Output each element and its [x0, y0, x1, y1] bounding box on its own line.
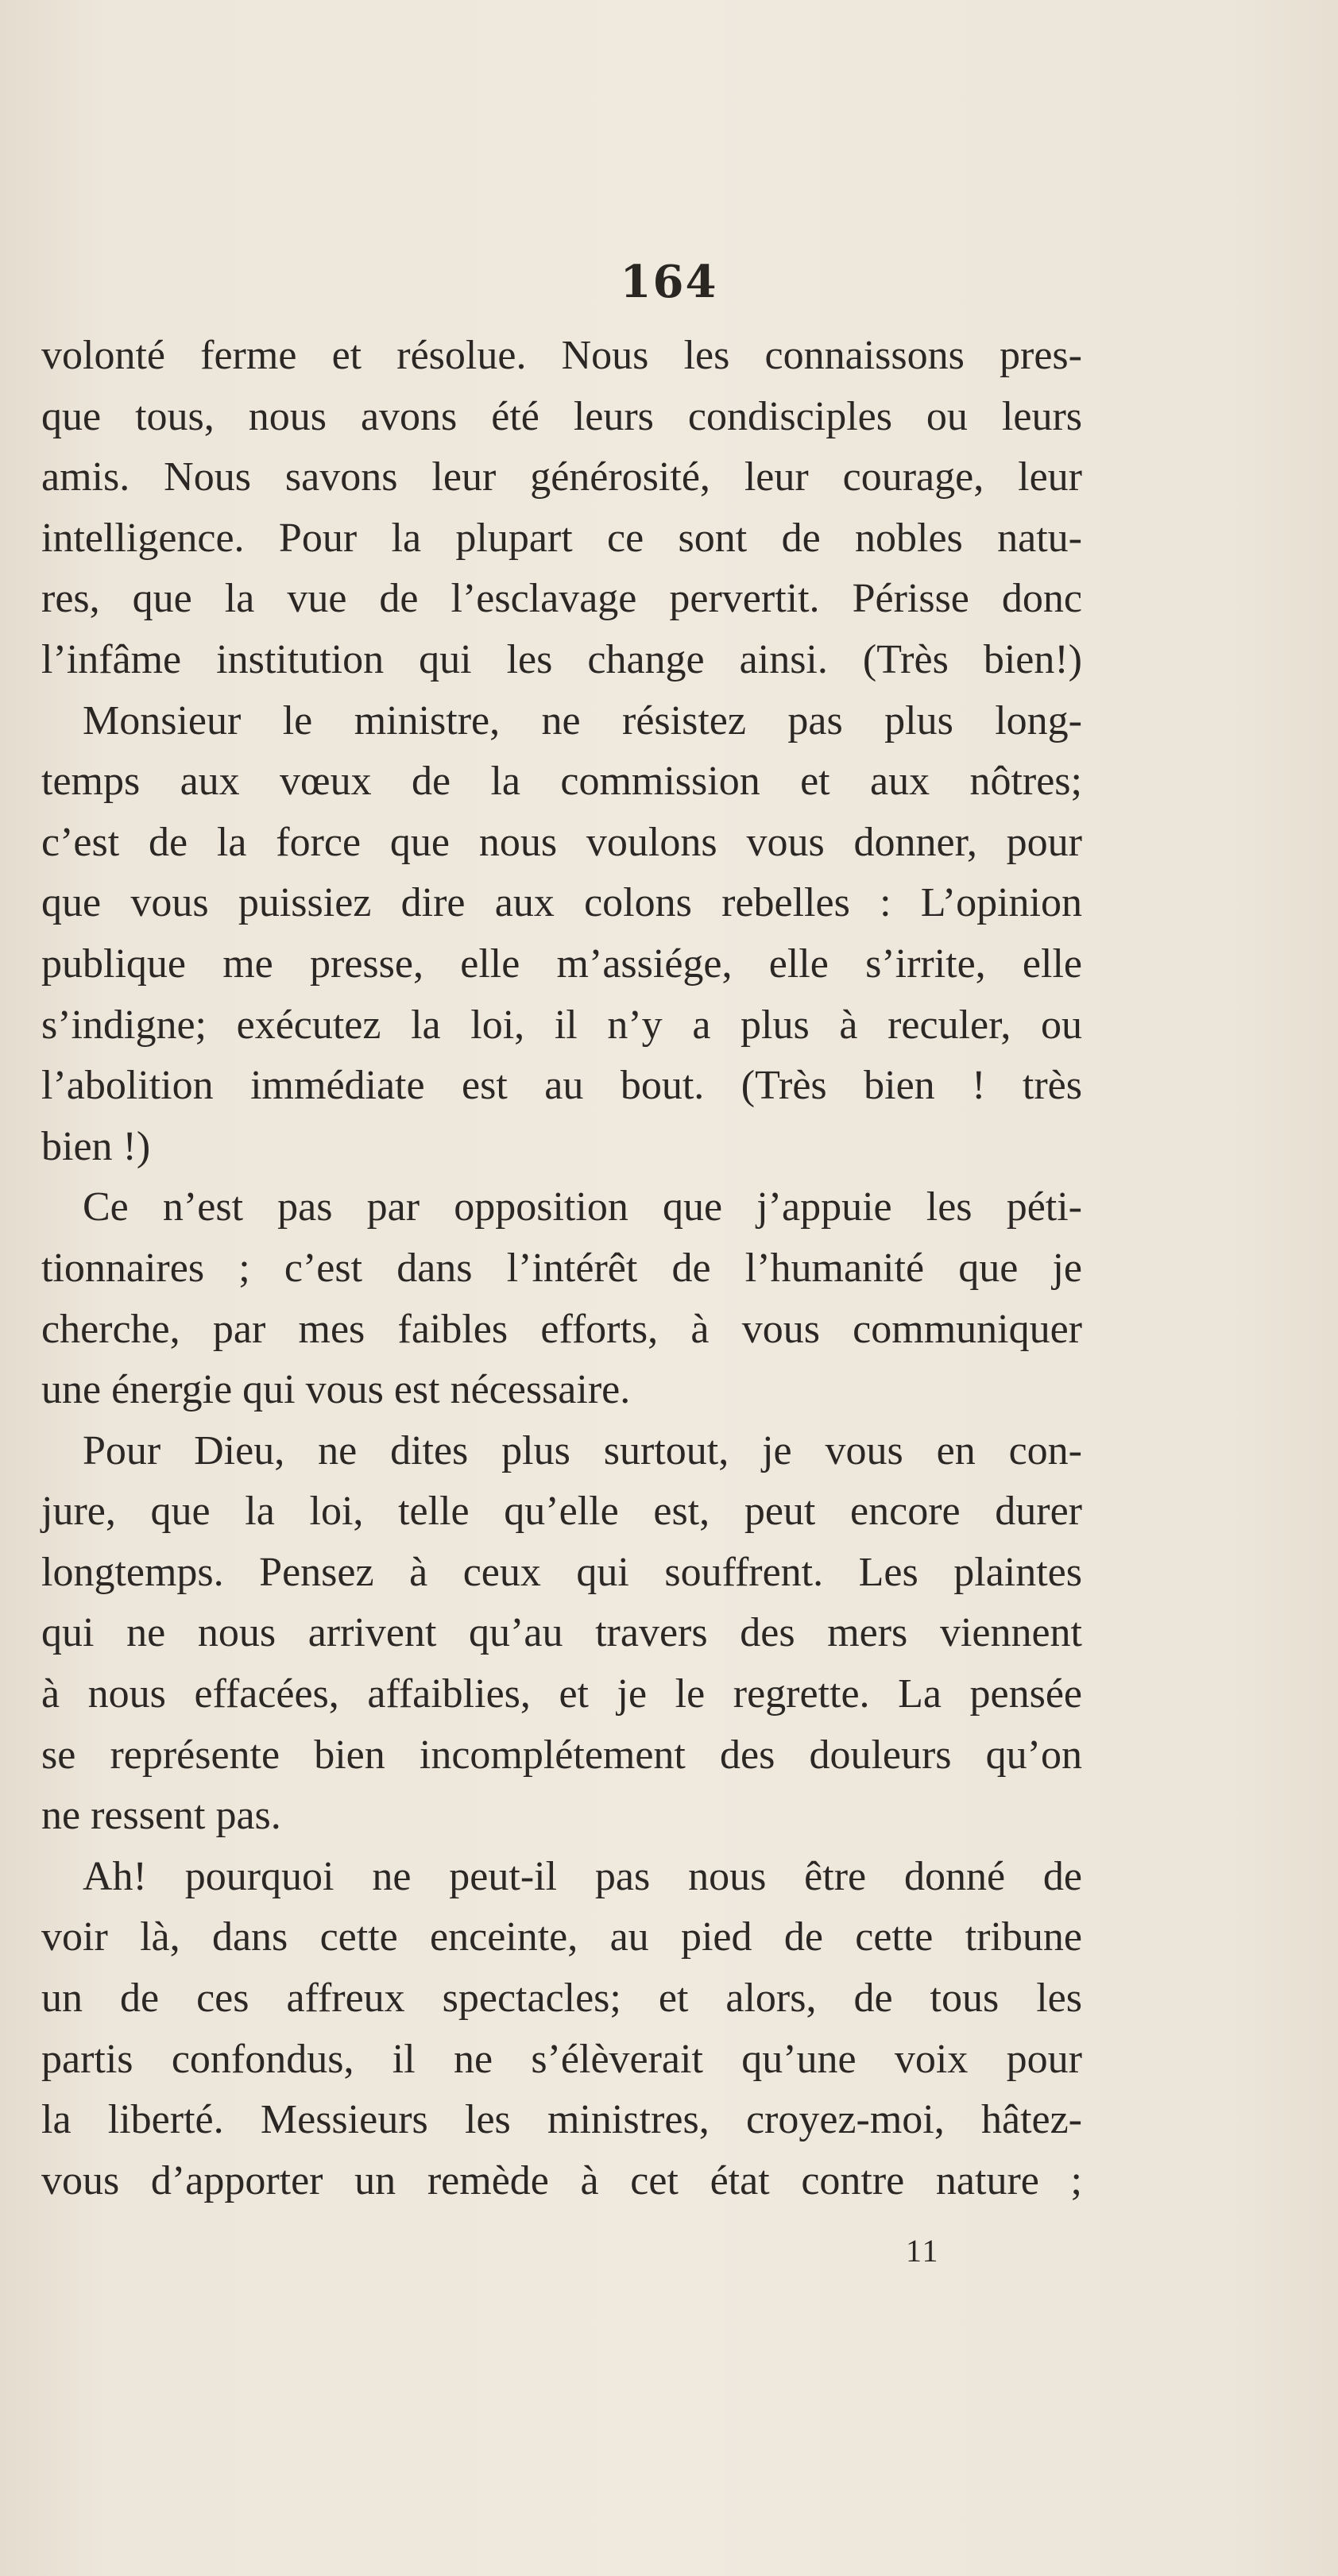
text-line: Ah! pourquoi ne peut-il pas nous être donné de	[83, 1853, 1082, 1899]
text-line: Pour Dieu, ne dites plus surtout, je vous en con-	[83, 1427, 1082, 1473]
text-line: amis. Nous savons leur générosité, leur courage, leur	[41, 454, 1082, 500]
text-line: volonté ferme et résolue. Nous les connaissons pres-	[41, 333, 1082, 378]
text-line: vous d’apporter un remède à cet état contre nature ;	[41, 2157, 1082, 2203]
text-line: ne ressent pas.	[41, 1793, 281, 1839]
text-line: c’est de la force que nous voulons vous donner, pour	[41, 819, 1082, 865]
text-line: bien !)	[41, 1123, 151, 1169]
text-line: s’indigne; exécutez la loi, il n’y a plus à reculer, ou	[41, 1002, 1082, 1048]
text-line: que tous, nous avons été leurs condisciples ou leurs	[41, 393, 1082, 439]
text-line: voir là, dans cette enceinte, au pied de cette tribune	[41, 1914, 1082, 1960]
text-line: se représente bien incomplétement des douleurs qu’on	[41, 1732, 1082, 1778]
text-line: partis confondus, il ne s’élèverait qu’une voix pour	[41, 2036, 1082, 2082]
text-line: publique me presse, elle m’assiége, elle s’irrite, elle	[41, 940, 1082, 987]
text-line: tionnaires ; c’est dans l’intérêt de l’humanité que je	[41, 1245, 1082, 1291]
text-line: une énergie qui vous est nécessaire.	[41, 1367, 631, 1413]
page-number: 164	[620, 256, 718, 308]
text-line: cherche, par mes faibles efforts, à vous communiquer	[41, 1306, 1082, 1352]
text-line: Monsieur le ministre, ne résistez pas plus long-	[83, 697, 1082, 743]
text-line: la liberté. Messieurs les ministres, croyez-moi, hâtez-	[41, 2097, 1082, 2143]
text-line: que vous puissiez dire aux colons rebelles : L’opinion	[41, 880, 1082, 926]
body-text	[41, 326, 1082, 2211]
text-line: qui ne nous arrivent qu’au travers des mers viennent	[41, 1610, 1082, 1656]
text-line: temps aux vœux de la commission et aux nôtres;	[41, 759, 1082, 805]
text-line: longtemps. Pensez à ceux qui souffrent. Les plaintes	[41, 1549, 1082, 1595]
text-line: un de ces affreux spectacles; et alors, de tous les	[41, 1975, 1082, 2022]
text-line: intelligence. Pour la plupart ce sont de nobles natu-	[41, 515, 1082, 561]
signature-mark: 11	[906, 2233, 940, 2269]
text-line: l’abolition immédiate est au bout. (Très bien ! très	[41, 1063, 1082, 1109]
text-line: Ce n’est pas par opposition que j’appuie les péti-	[83, 1184, 1082, 1230]
text-line: à nous effacées, affaiblies, et je le regrette. La pensée	[41, 1671, 1082, 1717]
text-line: res, que la vue de l’esclavage pervertit. Périsse donc	[41, 576, 1082, 622]
text-line: l’infâme institution qui les change ainsi. (Très bien!)	[41, 636, 1082, 682]
text-line: jure, que la loi, telle qu’elle est, peut encore durer	[41, 1489, 1082, 1535]
